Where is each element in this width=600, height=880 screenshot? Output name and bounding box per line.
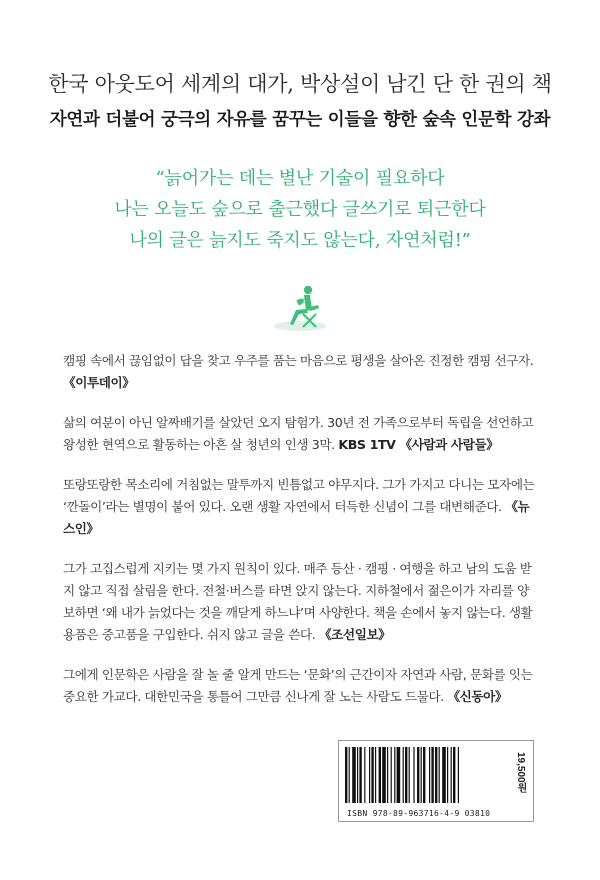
- review-text: 또랑또랑한 목소리에 거침없는 말투까지 빈틈없고 야무지다. 그가 가지고 다니는 모자에는 ‘깐돌이’라는 별명이 붙어 있다. 오랜 생활 자연에서 터득한 신념이 그를 대변해준다.: [63, 477, 535, 514]
- review-text: 그가 고집스럽게 지키는 몇 가지 원칙이 있다. 매주 등산 · 캠핑 · 여행을 하고 남의 도움 받지 않고 직접 살림을 한다. 전철·버스를 타면 앉지 않는다. 지하철에서 젊은이가 자리를 양보하면 ‘왜 내가 늙었다는 것을 깨닫게 하느냐’며 사양한다. 책을 손에서 놓지 않는다. 생활용품은 중고품을 구입한다. 쉬지 않고 글을 쓴다.: [63, 561, 533, 642]
- review-text: 캠핑 속에서 끊임없이 답을 찾고 우주를 품는 마음으로 평생을 살아온 진정한 캠핑 선구자.: [63, 353, 534, 368]
- review-paragraph: [63, 474, 537, 540]
- price-label: 19,500원: [515, 752, 526, 793]
- isbn-number: ISBN 978-89-963716-4-9 03810: [347, 809, 491, 818]
- review-text: 그에게 인문학은 사람을 잘 놀 줄 알게 만드는 ‘문화’의 근간이자 자연과 사람, 문화를 잇는 중요한 가교다. 대한민국을 통틀어 그만큼 신나게 잘 노는 사람도 드물다.: [63, 667, 533, 704]
- person-reading-in-camping-chair-icon: [270, 280, 330, 332]
- review-paragraph: [63, 558, 537, 646]
- quote-line-2: 나는 오늘도 숲으로 출근했다 글쓰기로 퇴근한다: [114, 199, 486, 220]
- review-source: 《신동아》: [447, 689, 508, 704]
- quote-line-3: 나의 글은 늙지도 죽지도 않는다, 자연처럼!”: [129, 230, 471, 251]
- press-reviews: [63, 350, 537, 726]
- review-source: 《이투데이》: [63, 375, 135, 390]
- review-paragraph: [63, 350, 537, 394]
- cover-headline: 한국 아웃도어 세계의 대가, 박상설이 남긴 단 한 권의 책: [48, 72, 552, 96]
- review-text: 삶의 여분이 아닌 알짜배기를 살았던 오지 탐험가. 30년 전 가족으로부터 독립을 선언하고 왕성한 현역으로 활동하는 아흔 살 청년의 인생 3막.: [63, 415, 534, 452]
- cover-subheadline: 자연과 더불어 궁극의 자유를 꿈꾸는 이들을 향한 숲속 인문학 강좌: [49, 110, 551, 130]
- review-source: 《뉴스인》: [63, 499, 530, 536]
- barcode-icon: [345, 747, 495, 803]
- review-source: 《조선일보》: [318, 627, 391, 642]
- quote-line-1: “늙어가는 데는 별난 기술이 필요하다: [155, 168, 445, 189]
- review-source: KBS 1TV 《사람과 사람들》: [338, 437, 499, 452]
- review-paragraph: [63, 664, 537, 708]
- pull-quote: [0, 163, 600, 256]
- review-paragraph: [63, 412, 537, 456]
